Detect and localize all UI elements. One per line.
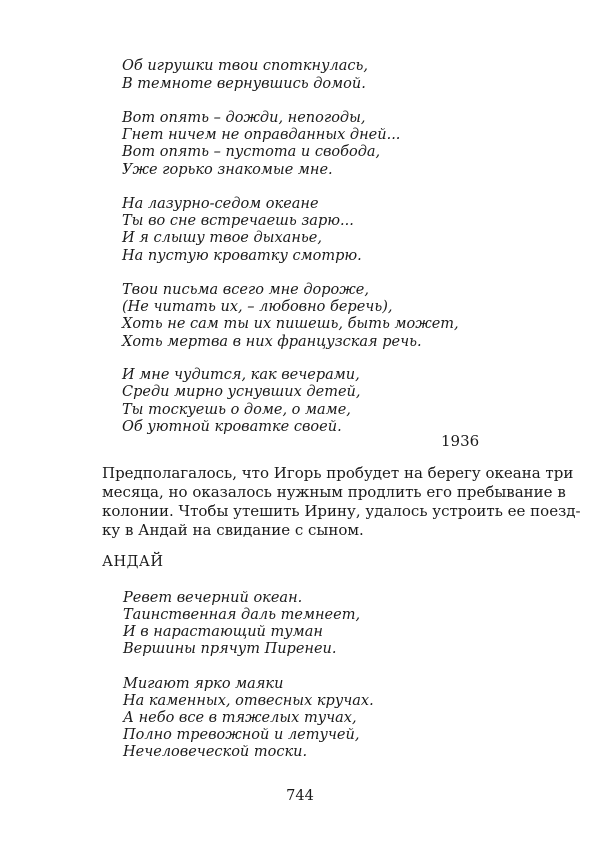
poem-2-title: АНДАЙ bbox=[102, 554, 164, 570]
prose-paragraph bbox=[102, 464, 581, 540]
prose-line: Предполагалось, что Игорь пробудет на берегу океана три bbox=[102, 464, 574, 482]
poem-2-line: Ревет вечерний океан. bbox=[123, 590, 303, 606]
poem-1-line: Гнет ничем не оправданных дней... bbox=[122, 127, 401, 143]
poem-1-line: В темноте вернувшись домой. bbox=[122, 76, 366, 92]
poem-2-line: Полно тревожной и летучей, bbox=[123, 727, 360, 743]
poem-1-line: Об игрушки твои споткнулась, bbox=[122, 58, 368, 74]
poem-2-line: На каменных, отвесных кручах. bbox=[123, 693, 374, 709]
page-number: 744 bbox=[286, 788, 314, 804]
prose-line: месяца, но оказалось нужным продлить его пребывание в bbox=[102, 483, 566, 501]
poem-2-line: Мигают ярко маяки bbox=[123, 676, 284, 692]
poem-1-line: Твои письма всего мне дороже, bbox=[122, 282, 369, 298]
poem-1-line: Ты во сне встречаешь зарю... bbox=[122, 213, 354, 229]
poem-2-line: И в нарастающий туман bbox=[123, 624, 323, 640]
poem-2-line: Таинственная даль темнеет, bbox=[123, 607, 361, 623]
prose-line: ку в Андай на свидание с сыном. bbox=[102, 521, 364, 539]
poem-1-line: (Не читать их, – любовно беречь), bbox=[122, 299, 393, 315]
poem-1-line: И мне чудится, как вечерами, bbox=[122, 367, 360, 383]
poem-1-line: Об уютной кроватке своей. bbox=[122, 419, 342, 435]
poem-1-line: На лазурно-седом океане bbox=[122, 196, 319, 212]
poem-2-line: Вершины прячут Пиренеи. bbox=[123, 641, 337, 657]
poem-1-line: Среди мирно уснувших детей, bbox=[122, 384, 361, 400]
poem-1-line: На пустую кроватку смотрю. bbox=[122, 248, 362, 264]
poem-1-line: Хоть не сам ты их пишешь, быть может, bbox=[122, 316, 459, 332]
poem-1-year: 1936 bbox=[441, 432, 480, 450]
poem-1-line: И я слышу твое дыханье, bbox=[122, 230, 322, 246]
poem-2-line: А небо все в тяжелых тучах, bbox=[123, 710, 357, 726]
poem-1-line: Ты тоскуешь о доме, о маме, bbox=[122, 402, 351, 418]
prose-line: колонии. Чтобы утешить Ирину, удалось устроить ее поезд- bbox=[102, 502, 581, 520]
poem-1-line: Хоть мертва в них французская речь. bbox=[122, 334, 422, 350]
poem-1-line: Вот опять – дожди, непогоды, bbox=[122, 110, 366, 126]
poem-1-line: Уже горько знакомые мне. bbox=[122, 162, 333, 178]
poem-2-line: Нечеловеческой тоски. bbox=[123, 744, 308, 760]
poem-1-line: Вот опять – пустота и свобода, bbox=[122, 144, 381, 160]
